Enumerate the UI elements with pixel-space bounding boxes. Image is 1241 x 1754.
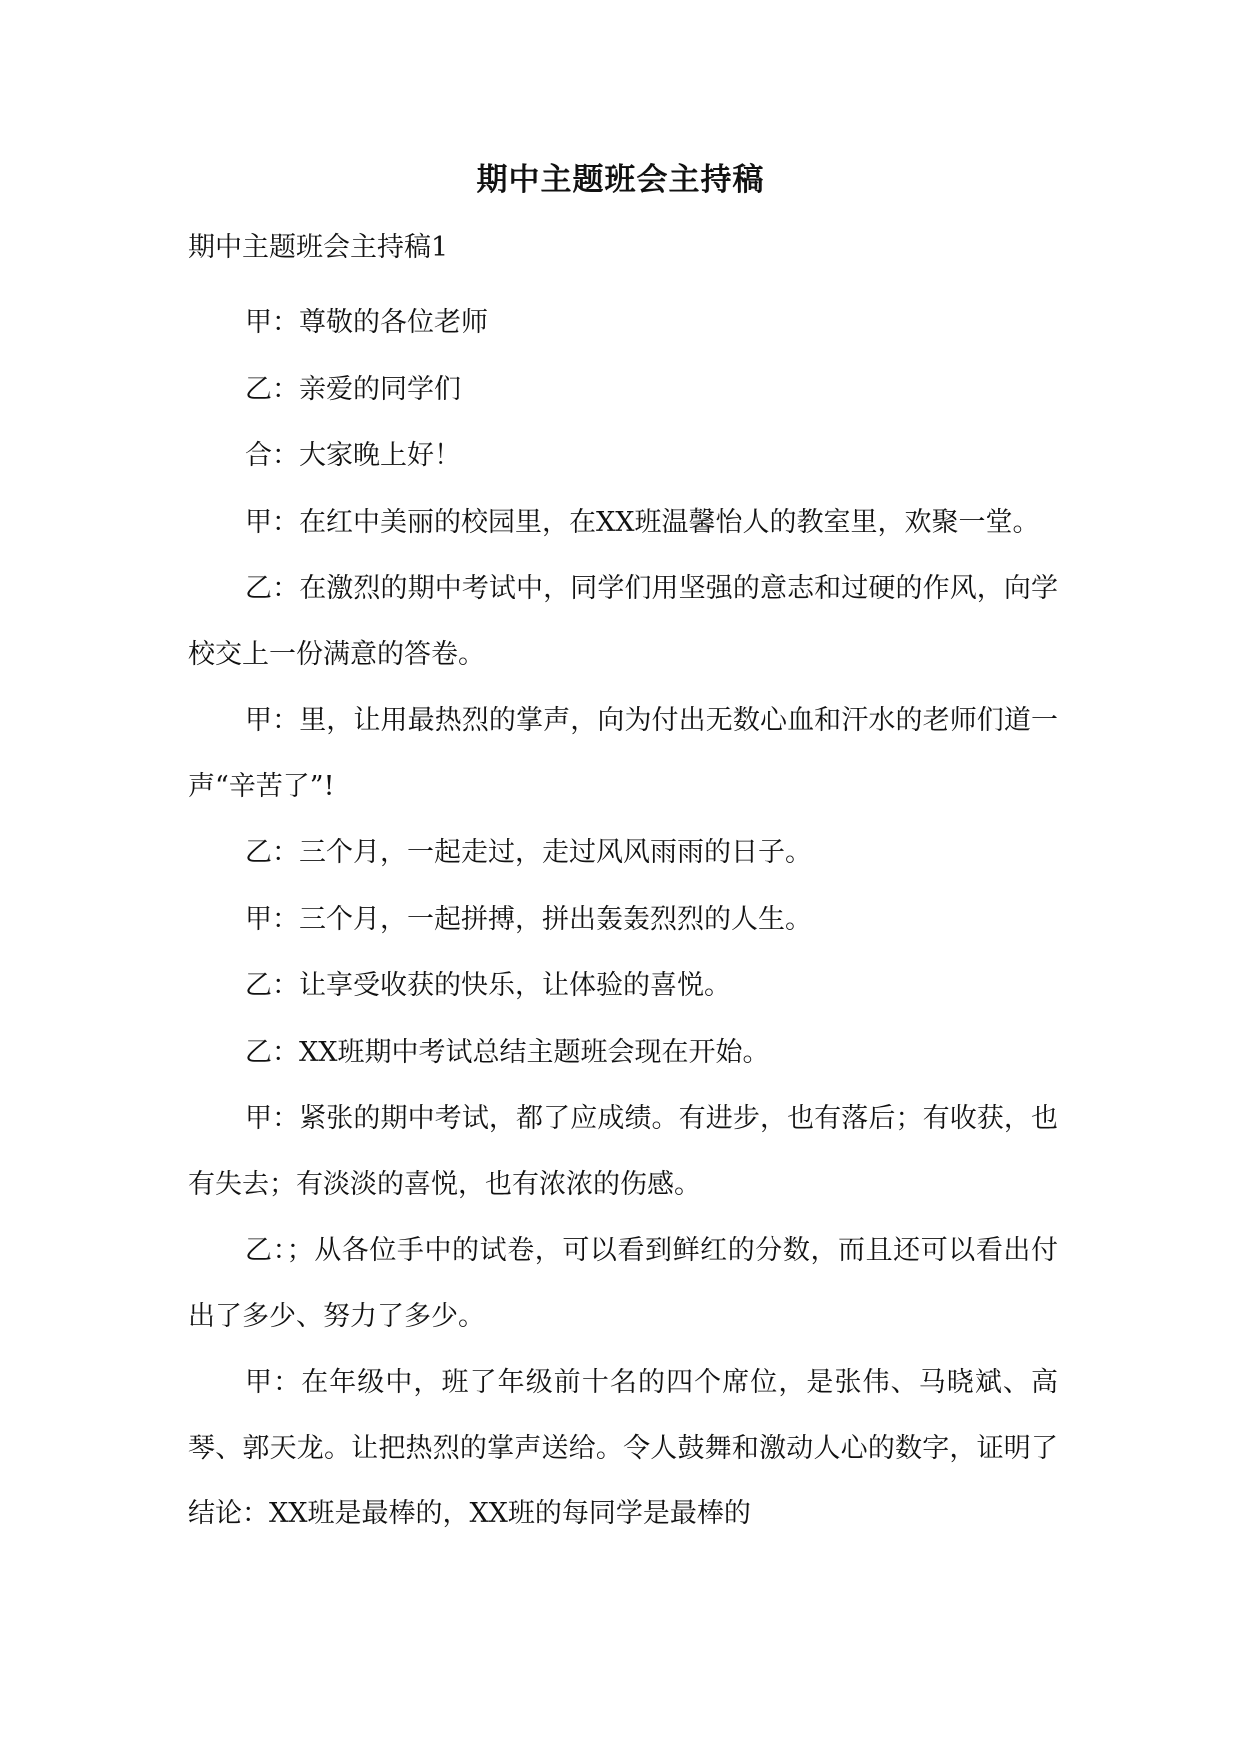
paragraph: 合：大家晚上好！ xyxy=(245,440,461,471)
paragraph: 乙：；从各位手中的试卷，可以看到鲜红的分数，而且还可以看出付出了多少、努力了多少。 xyxy=(188,1235,1058,1332)
paragraph: 甲：三个月，一起拼搏，拼出轰轰烈烈的人生。 xyxy=(245,903,812,935)
paragraph: 乙：在激烈的期中考试中，同学们用坚强的意志和过硬的作风，向学校交上一份满意的答卷。 xyxy=(188,573,1058,670)
paragraph: 甲：尊敬的各位老师 xyxy=(245,307,488,338)
paragraph: 乙：XX班期中考试总结主题班会现在开始。 xyxy=(245,1036,770,1068)
paragraph: 乙：亲爱的同学们 xyxy=(245,373,461,405)
paragraph: 甲：紧张的期中考试，都了应成绩。有进步，也有落后；有收获，也有失去；有淡淡的喜悦，也有浓浓的伤感。 xyxy=(188,1103,1058,1200)
paragraph: 甲：里，让用最热烈的掌声，向为付出无数心血和汗水的老师们道一声“辛苦了”! xyxy=(188,705,1058,802)
paragraph: 甲：在红中美丽的校园里，在XX班温馨怡人的教室里，欢聚一堂。 xyxy=(245,506,1040,538)
document-body xyxy=(188,290,1058,1548)
document-title: 期中主题班会主持稿 xyxy=(476,162,765,198)
paragraph: 甲：在年级中，班了年级前十名的四个席位，是张伟、马晓斌、高琴、郭天龙。让把热烈的掌声送给。令人鼓舞和激动人心的数字，证明了结论：XX班是最棒的，XX班的每同学是最棒的 xyxy=(188,1367,1058,1529)
paragraph: 乙：让享受收获的快乐，让体验的喜悦。 xyxy=(245,970,731,1001)
paragraph: 乙：三个月，一起走过，走过风风雨雨的日子。 xyxy=(245,837,812,868)
document-subtitle: 期中主题班会主持稿1 xyxy=(188,232,449,263)
